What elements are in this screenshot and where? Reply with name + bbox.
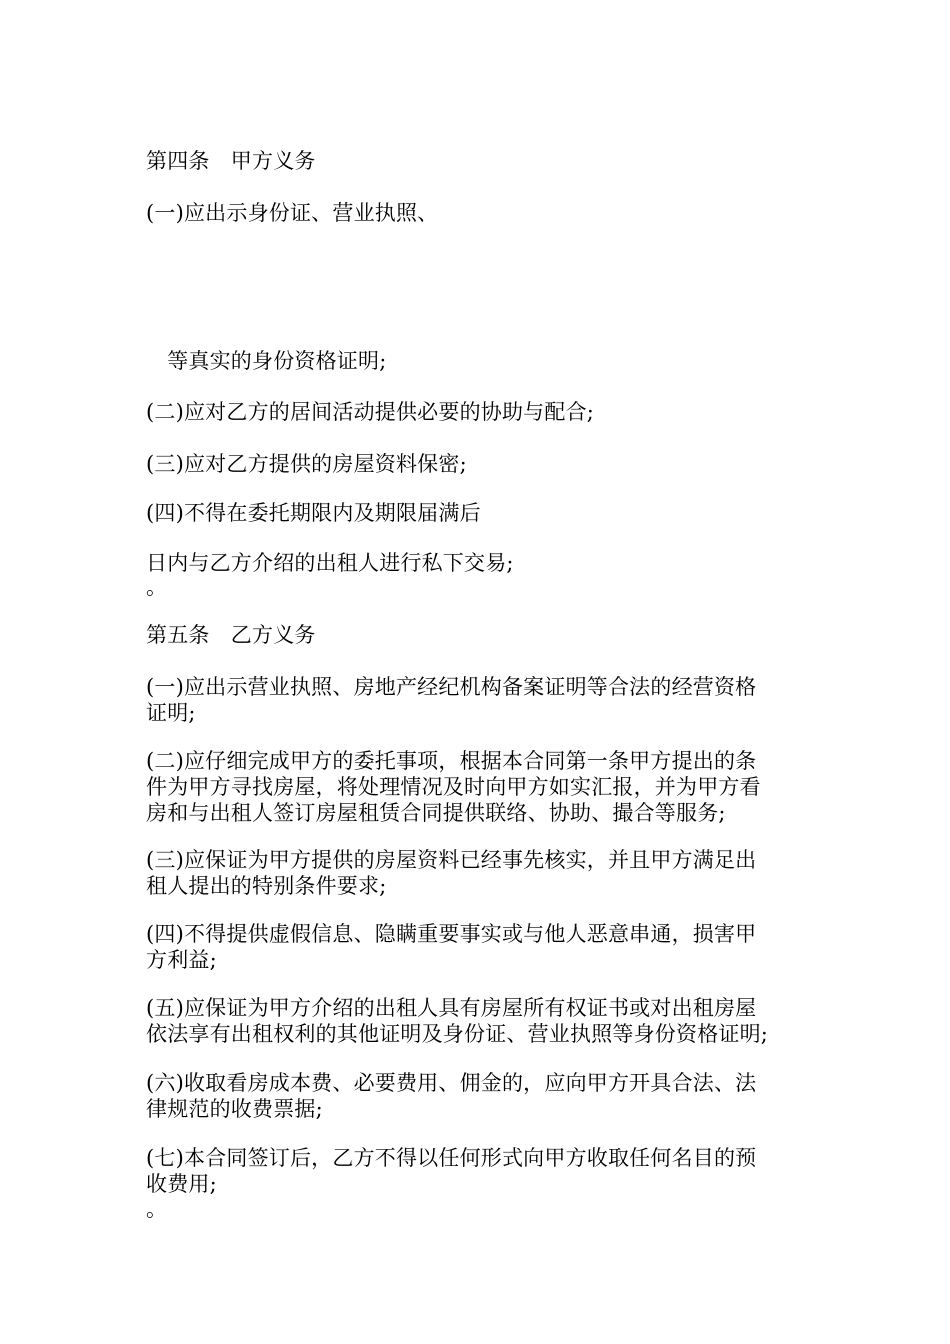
section5-item7-line2: 收费用;	[146, 1172, 217, 1196]
section5-item5-line2: 依法享有出租权利的其他证明及身份证、营业执照等身份资格证明;	[146, 1022, 769, 1046]
section4-item3: (三)应对乙方提供的房屋资料保密;	[146, 452, 467, 476]
section5-item5-line1: (五)应保证为甲方介绍的出租人具有房屋所有权证书或对出租房屋	[146, 996, 757, 1020]
section5-item7	[146, 1145, 811, 1197]
section5-item1	[146, 674, 811, 726]
section5-item5	[146, 995, 811, 1047]
section4-heading: 第四条 甲方义务	[146, 149, 316, 173]
section4-item4-part1: (四)不得在委托期限内及期限届满后	[146, 501, 481, 525]
section5-item1-line2: 证明;	[146, 701, 196, 725]
section4-item2: (二)应对乙方的居间活动提供必要的协助与配合;	[146, 400, 595, 424]
section5-item4	[146, 921, 811, 973]
section5-item6-line2: 律规范的收费票据;	[146, 1097, 323, 1121]
section5-item2-line1: (二)应仔细完成甲方的委托事项，根据本合同第一条甲方提出的条	[146, 749, 757, 773]
section5-item2-line3: 房和与出租人签订房屋租赁合同提供联络、协助、撮合等服务;	[146, 801, 726, 825]
section5-item1-line1: (一)应出示营业执照、房地产经纪机构备案证明等合法的经营资格	[146, 675, 757, 699]
section5-item6	[146, 1070, 811, 1122]
section5-item7-line1: (七)本合同签订后，乙方不得以任何形式向甲方收取任何名目的预	[146, 1146, 757, 1170]
section5-item4-line2: 方利益;	[146, 948, 217, 972]
section4-item1-part2: 等真实的身份资格证明;	[146, 349, 387, 373]
section4-item4-part2: 日内与乙方介绍的出租人进行私下交易;	[146, 551, 514, 575]
section5-item3	[146, 847, 811, 899]
section5-item4-line1: (四)不得提供虚假信息、隐瞒重要事实或与他人恶意串通，损害甲	[146, 922, 757, 946]
section5-item6-line1: (六)收取看房成本费、必要费用、佣金的，应向甲方开具合法、法	[146, 1071, 757, 1095]
section4-item1-part1: (一)应出示身份证、营业执照、	[146, 201, 439, 225]
section5-item2-line2: 件为甲方寻找房屋，将处理情况及时向甲方如实汇报，并为甲方看	[146, 775, 761, 799]
section5-heading: 第五条 乙方义务	[146, 623, 316, 647]
section5-item3-line2: 租人提出的特别条件要求;	[146, 874, 387, 898]
section5-end-mark: 。	[146, 1197, 168, 1221]
section4-end-mark: 。	[146, 575, 168, 599]
section5-item3-line1: (三)应保证为甲方提供的房屋资料已经事先核实，并且甲方满足出	[146, 848, 757, 872]
section5-item2	[146, 748, 811, 826]
